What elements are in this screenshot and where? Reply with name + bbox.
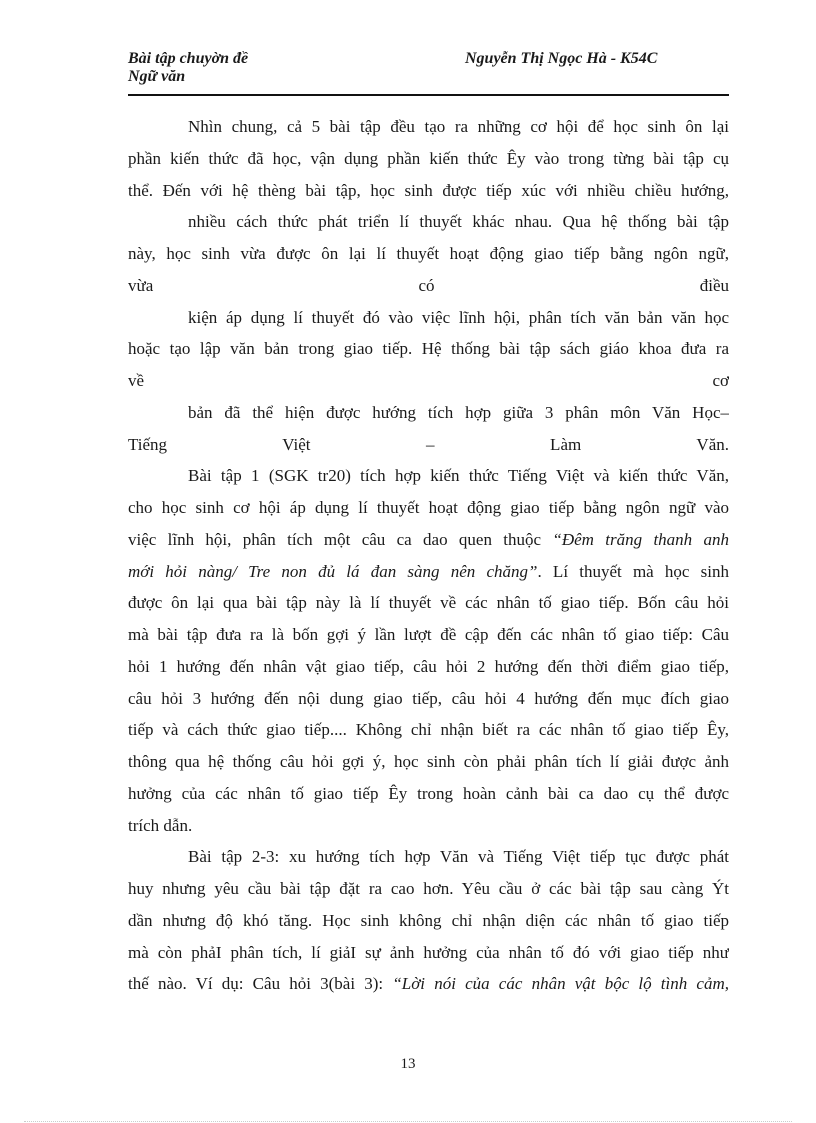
- document-body: [128, 111, 729, 1000]
- text-line: Bài tập 1 (SGK tr20) tích hợp kiến thức Tiếng Việt và kiến thức Văn,: [188, 466, 729, 486]
- text-run: thế nào. Ví dụ: Câu hỏi 3(bài 3):: [128, 974, 384, 994]
- text-line: Tiếng Việt – Làm Văn.: [128, 434, 729, 454]
- text-line: được ôn lại qua bài tập này là lí thuyết về các nhân tố giao tiếp. Bốn câu hỏi: [128, 593, 729, 613]
- header-course-title: Bài tập chuyờn đề: [128, 50, 249, 67]
- page-number: 13: [400, 1056, 416, 1072]
- text-line: huy nhưng yêu cầu bài tập đặt ra cao hơn. Yêu cầu ở các bài tập sau càng Ýt: [128, 879, 729, 898]
- text-line: [128, 556, 729, 588]
- text-line: phần kiến thức đã học, vận dụng phần kiến thức Êy vào trong từng bài tập cụ: [128, 148, 729, 168]
- text-line: kiện áp dụng lí thuyết đó vào việc lĩnh hội, phân tích văn bản văn học: [188, 307, 729, 327]
- page-bottom-divider: [24, 1121, 792, 1122]
- text-run: việc lĩnh hội, phân tích một câu ca dao quen thuộc: [128, 529, 542, 549]
- header-author: Nguyễn Thị Ngọc Hà - K54C: [465, 50, 658, 67]
- page-header: [128, 48, 729, 96]
- text-run: . Lí thuyết mà học sinh: [537, 561, 729, 581]
- text-line: mà bài tập đưa ra là bốn gợi ý lần lượt đề cập đến các nhân tố giao tiếp: Câu: [128, 625, 729, 644]
- text-line: thể. Đến với hệ thèng bài tập, học sinh được tiếp xúc với nhiều chiều hướng,: [128, 180, 729, 200]
- text-line: nhiều cách thức phát triển lí thuyết khác nhau. Qua hệ thống bài tập: [188, 212, 729, 232]
- text-line: hỏi 1 hướng đến nhân vật giao tiếp, câu hỏi 2 hướng đến thời điểm giao tiếp,: [128, 656, 729, 676]
- text-line: [128, 968, 729, 1000]
- text-line: hoặc tạo lập văn bản trong giao tiếp. Hệ thống bài tập sách giáo khoa đưa ra: [128, 339, 729, 359]
- text-line: mà còn phảI phân tích, lí giảI sự ảnh hưởng của nhân tố đó với giao tiếp như: [128, 942, 729, 962]
- text-line: Nhìn chung, cả 5 bài tập đều tạo ra những cơ hội để học sinh ôn lại: [188, 117, 729, 136]
- text-line: tiếp và cách thức giao tiếp.... Không chỉ nhận biết ra các nhân tố giao tiếp Êy,: [128, 720, 729, 740]
- text-line: vừa có điều: [128, 275, 729, 295]
- quote-text: mới hỏi nàng/ Tre non đủ lá đan sàng nên chăng”: [128, 561, 538, 581]
- text-line: [128, 524, 729, 556]
- text-line: hưởng của các nhân tố giao tiếp Êy trong hoàn cảnh bài ca dao cụ thể được: [128, 783, 729, 803]
- text-line: Bài tập 2-3: xu hướng tích hợp Văn và Tiếng Việt tiếp tục được phát: [188, 847, 729, 867]
- header-left: [128, 50, 308, 86]
- text-line: bản đã thể hiện được hướng tích hợp giữa 3 phân môn Văn Học–: [188, 402, 729, 422]
- text-line: câu hỏi 3 hướng đến nội dung giao tiếp, câu hỏi 4 hướng đến mục đích giao: [128, 688, 729, 708]
- text-line: cho học sinh cơ hội áp dụng lí thuyết hoạt động giao tiếp bằng ngôn ngữ vào: [128, 498, 729, 517]
- text-line: về cơ: [128, 371, 729, 390]
- text-line: dần nhưng độ khó tăng. Học sinh không chỉ nhận diện các nhân tố giao tiếp: [128, 910, 729, 930]
- header-subject: Ngữ văn: [128, 68, 186, 85]
- text-line: thông qua hệ thống câu hỏi gợi ý, học sinh còn phải phân tích lí giải được ảnh: [128, 752, 729, 771]
- quote-text: “Đêm trăng thanh anh: [552, 529, 729, 549]
- text-line: trích dẫn.: [128, 815, 193, 835]
- quote-text: “Lời nói của các nhân vật bộc lộ tình cảm,: [392, 974, 729, 994]
- text-line: này, học sinh vừa được ôn lại lí thuyết hoạt động giao tiếp bằng ngôn ngữ,: [128, 244, 729, 263]
